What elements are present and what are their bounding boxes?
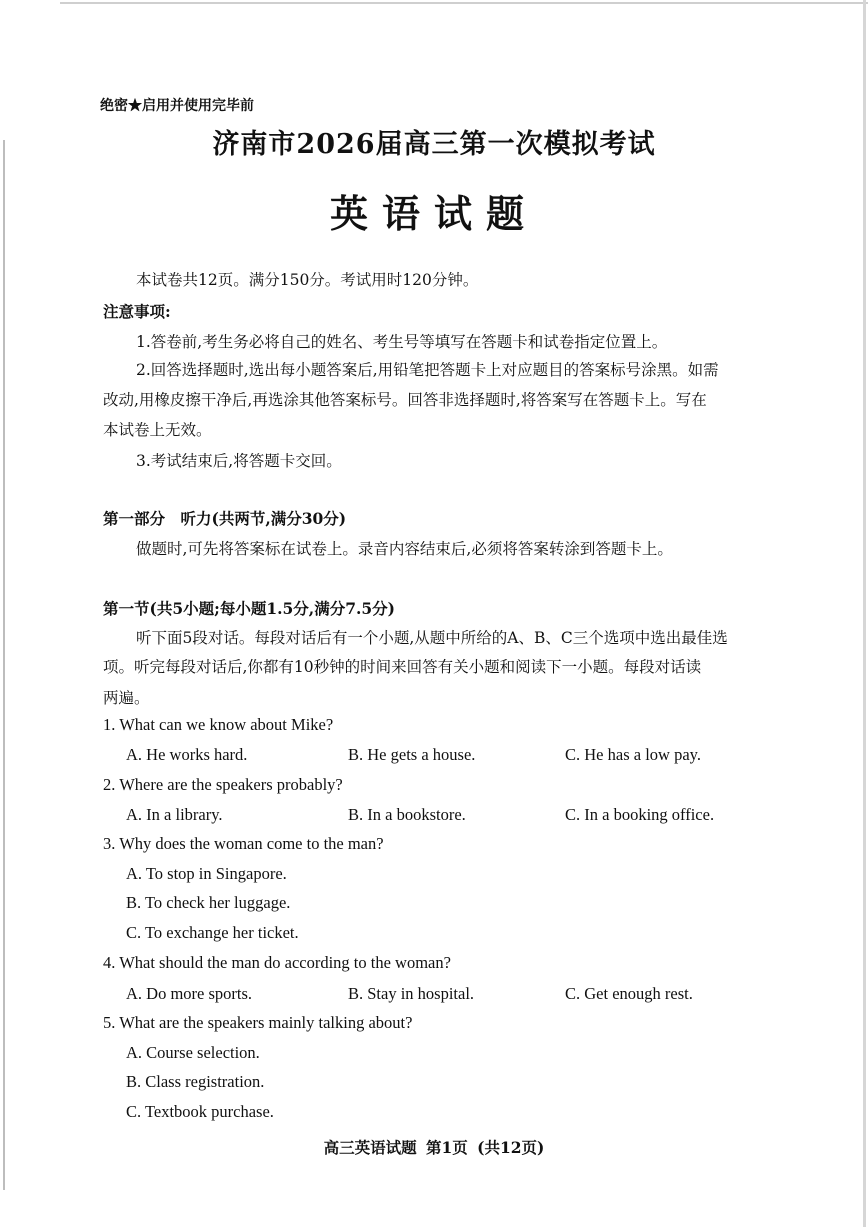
note-item-1: 1.答卷前,考生务必将自己的姓名、考生号等填写在答题卡和试卷指定位置上。 — [136, 333, 668, 351]
exam-intro: 本试卷共12页。满分150分。考试用时120分钟。 — [136, 271, 479, 289]
exam-title: 济南市2026届高三第一次模拟考试 — [212, 129, 656, 160]
note-item-2-line-2: 改动,用橡皮擦干净后,再选涂其他答案标号。回答非选择题时,将答案写在答题卡上。写在 — [103, 391, 707, 409]
question-4-option-b: B. Stay in hospital. — [348, 984, 475, 1003]
note-item-2-line-3: 本试卷上无效。 — [103, 421, 212, 439]
question-1-stem: 1. What can we know about Mike? — [103, 715, 334, 734]
notes-heading: 注意事项: — [103, 302, 171, 321]
question-2-option-a: A. In a library. — [126, 805, 223, 824]
question-3-stem: 3. Why does the woman come to the man? — [103, 834, 384, 853]
question-5-option-a: A. Course selection. — [126, 1043, 260, 1062]
question-5-option-b: B. Class registration. — [126, 1072, 265, 1091]
section1-heading: 第一节(共5小题;每小题1.5分,满分7.5分) — [103, 599, 396, 618]
question-1-option-c: C. He has a low pay. — [565, 745, 701, 764]
question-4-stem: 4. What should the man do according to the woman? — [103, 953, 451, 972]
question-4-option-a: A. Do more sports. — [126, 984, 253, 1003]
page-footer: 高三英语试题 第1页 (共12页) — [323, 1138, 545, 1157]
question-2-option-b: B. In a bookstore. — [348, 805, 466, 824]
note-item-2-line-1: 2.回答选择题时,选出每小题答案后,用铅笔把答题卡上对应题目的答案标号涂黑。如需 — [136, 361, 719, 379]
section1-instruction-line-1: 听下面5段对话。每段对话后有一个小题,从题中所给的A、B、C三个选项中选出最佳选 — [136, 629, 728, 647]
confidential-label: 绝密★启用并使用完毕前 — [100, 98, 254, 114]
section1-instruction-line-3: 两遍。 — [103, 689, 150, 707]
section1-instruction-line-2: 项。听完每段对话后,你都有10秒钟的时间来回答有关小题和阅读下一小题。每段对话读 — [103, 658, 702, 676]
part1-heading: 第一部分 听力(共两节,满分30分) — [103, 509, 347, 528]
question-3-option-a: A. To stop in Singapore. — [126, 864, 287, 883]
scan-border-top — [60, 2, 868, 4]
question-4-option-c: C. Get enough rest. — [565, 984, 693, 1003]
question-3-option-b: B. To check her luggage. — [126, 893, 291, 912]
note-item-3: 3.考试结束后,将答题卡交回。 — [136, 452, 342, 470]
question-1-option-b: B. He gets a house. — [348, 745, 476, 764]
question-5-stem: 5. What are the speakers mainly talking about? — [103, 1013, 413, 1032]
question-3-option-c: C. To exchange her ticket. — [126, 923, 299, 942]
part1-instruction: 做题时,可先将答案标在试卷上。录音内容结束后,必须将答案转涂到答题卡上。 — [136, 540, 673, 558]
subject-title: 英语试题 — [329, 191, 538, 236]
question-2-stem: 2. Where are the speakers probably? — [103, 775, 343, 794]
scan-border-left — [3, 140, 5, 1190]
question-5-option-c: C. Textbook purchase. — [126, 1102, 274, 1121]
question-2-option-c: C. In a booking office. — [565, 805, 715, 824]
question-1-option-a: A. He works hard. — [126, 745, 248, 764]
